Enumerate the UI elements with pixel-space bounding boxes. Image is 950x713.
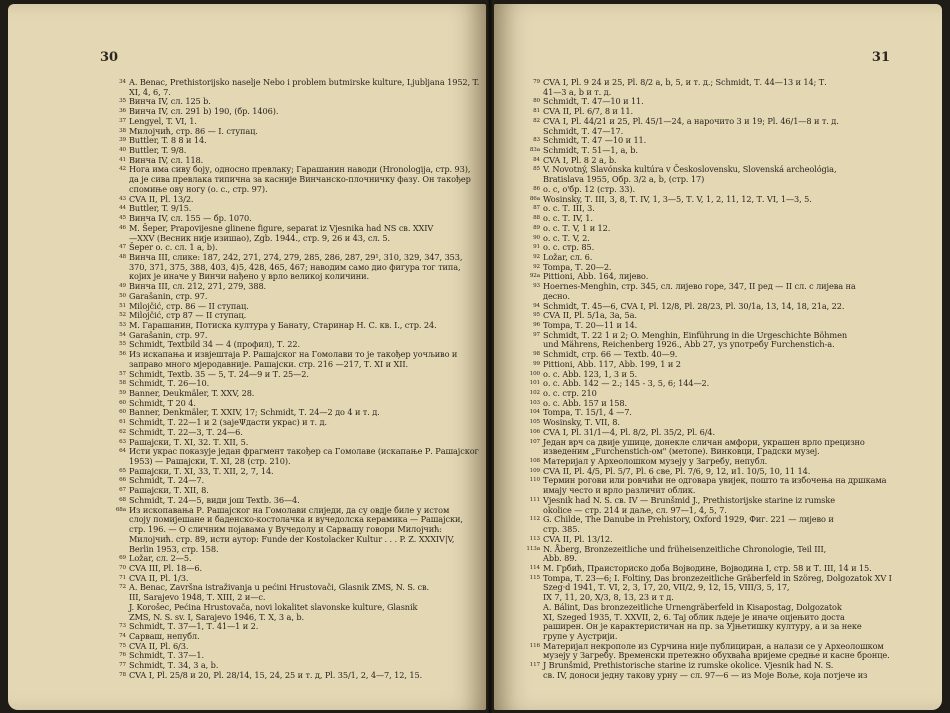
- footnote: [110, 253, 482, 282]
- footnote-number: 35: [119, 98, 126, 105]
- footnote-text: Tompa, Т. 23—6; I. Foltiny, Das bronzezeitliche Gräberfeld in Szöreg, Dolgozatok XV I Szeg·d 1941, Т. VI, 2, 3, 17, 20, VII/2, 9, 12, 15, VIII/3, 5, 17, IX 7, 11, 20, X/3, 8, 13, 23 и т д.: [543, 572, 892, 603]
- footnote-text: A. Benac, Završna istraživanja u pećini Hrustovači, Glasnik ZMS, N. S. св. III, Sarajevo 1948, Т. XIII, 2 и—с.: [129, 582, 430, 603]
- footnote-number: 95: [533, 312, 540, 319]
- footnote-number: 80: [533, 98, 540, 105]
- footnote-text: Винча III, слике: 187, 242, 271, 274, 279, 285, 286, 287, 29¹, 310, 329, 347, 353, 370, 371, 375, 388, 403, 4)5, 428, 465, 467; наводим само дио фигура тог типа, којих је иначе у Винчи нађено у врло великој количини.: [129, 251, 463, 282]
- footnote-text: Tompa, Т. 20—11 и 14.: [543, 319, 638, 330]
- footnote-number: 76: [119, 652, 126, 659]
- footnote-number: 67: [119, 487, 126, 494]
- footnote-number: 108: [529, 458, 540, 465]
- page-number: 31: [871, 50, 890, 65]
- footnote-number: 104: [529, 409, 540, 416]
- footnote-text: A. Benac, Prethistorijsko naselje Nebo i problem butmirske kulture, Ljubljana 1952, T. XI, 4, 6, 7.: [129, 77, 480, 97]
- footnote-number: 50: [119, 292, 126, 299]
- footnote-text: Banner, Denkmäler, T. XXIV, 17; Schmidt, Т. 24—2 до 4 и т. д.: [129, 407, 380, 418]
- footnote-text: М. Гарашанин, Потиска култура у Банату, Старинар Н. С. кв. I., стр. 24.: [129, 319, 437, 330]
- footnote-text: CVA I, Pl. 31/1—4, Pl. 8/2, Pl. 35/2, Pl. 6/4.: [543, 426, 716, 437]
- footnote-text: Један врч са двије ушице, донекле сличан амфори, украшен врло прецизно изведеним „Furchenstich-ом" (метопе). Винковци, Градски музеј.: [543, 436, 865, 457]
- footnote-number: 39: [119, 137, 126, 144]
- footnote-text: Рашајски, Т. XI, 33, Т. XII, 2, 7, 14.: [129, 465, 274, 476]
- footnote-number: 86a: [529, 195, 540, 202]
- footnote-text: Ložar, сл. 2—5.: [129, 553, 192, 564]
- footnote-number: 97: [533, 331, 540, 338]
- footnote-number: 83a: [529, 147, 540, 154]
- left-page: [8, 4, 486, 710]
- footnote-text: Рашајски, Т. XI, 32. Т. XII, 5.: [129, 436, 249, 447]
- footnote-number: 101: [529, 380, 540, 387]
- footnote-number: 92a: [529, 273, 540, 280]
- footnote-text: Garašanin, стр. 97.: [129, 329, 208, 340]
- footnote: [110, 78, 482, 97]
- footnote-text: CVA II, Pl. 5/1a, 3a, 5a.: [543, 310, 637, 321]
- footnote-text: Schmidt, Т. 24—5, види још Textb. 36—4.: [129, 494, 300, 505]
- footnote-number: 66: [119, 477, 126, 484]
- footnote-text: Wosinsky, Т. VII, 8.: [543, 417, 620, 428]
- footnote: [110, 506, 482, 555]
- footnote-number: 113a: [526, 545, 540, 552]
- footnote-text: о. с. Т. III, 3.: [543, 203, 595, 214]
- footnote-number: 81: [533, 108, 540, 115]
- footnote-number: 83: [533, 137, 540, 144]
- footnote-text: о. с. Т. V, 2.: [543, 232, 590, 243]
- footnote: [524, 117, 906, 136]
- footnote: [524, 282, 906, 301]
- footnote-number: 71: [119, 574, 126, 581]
- footnote-number: 36: [119, 108, 126, 115]
- footnote-text: Schmidt, Т. 22—3, Т. 24—6.: [129, 426, 243, 437]
- footnote-number: 106: [529, 428, 540, 435]
- footnote-number: 59: [119, 390, 126, 396]
- footnote-number: 74: [119, 632, 126, 639]
- footnote-number: 78: [119, 671, 126, 678]
- footnote-number: 103: [529, 399, 540, 406]
- footnote-text: Schmidt, Т. 47—10 и 11.: [543, 96, 644, 107]
- footnote-text: CVA II, Pl. 6/7, 8 и 11.: [543, 106, 634, 117]
- footnote-number: 93: [533, 283, 540, 290]
- footnote-text: A. Bálint, Das bronzezeitliche Urnengräberfeld in Kisapostag, Dolgozatok XI, Szeged 1935, Т. XXVII, 2, 6. Тај облик љдеје је иначе оцјењито доста раширен. Он је карактеристичан на пр. за Ујњетишку културу, а и за неке групе у Аустрији.: [543, 601, 862, 641]
- footnote-number: 53: [119, 321, 126, 328]
- footnote-number: 55: [119, 341, 126, 348]
- footnote-number: 73: [119, 623, 126, 630]
- footnote-number: 84: [533, 156, 540, 163]
- footnote-text: Винча IV, сл. 125 b.: [129, 96, 211, 107]
- footnote-text: Винча IV, сл. 291 b) 190, (бр. 1406).: [129, 106, 279, 117]
- page-number: 30: [100, 50, 119, 65]
- footnote-text: Banner, Deukmäler, T. XXV, 28.: [129, 388, 255, 398]
- footnote-text: J. Korošec, Pećina Hrustovača, novi lokalitet slavonske kulture, Glasnik ZMS, N. S. sv. I, Sarajevo 1946, T. X, 3 a, b.: [129, 601, 418, 622]
- footnote-text: о. с. стр. 210: [543, 388, 597, 398]
- book-gutter: [486, 0, 494, 713]
- footnote-number: 60: [119, 399, 126, 406]
- footnote-text: Милојчић, стр. 86 — I. ступац.: [129, 125, 258, 136]
- footnote-text: CVA I, Pl. 8 2 a, b.: [543, 154, 617, 165]
- right-page: [494, 4, 942, 710]
- footnote-number: 86: [533, 185, 540, 192]
- footnote-text: Buttler, T. 9/15.: [129, 203, 192, 214]
- footnote: [110, 671, 482, 681]
- footnote: [524, 78, 906, 97]
- footnote-number: 94: [533, 302, 540, 309]
- footnote-text: Tompa, Т. 20—2.: [543, 261, 612, 272]
- footnote: [524, 642, 906, 661]
- footnote-text: Материјал некрополе из Сурчина није публициран, а налази се у Археолошком музеју у Загребу. Временски претежно обухваћа вријеме средње и касне бронце.: [543, 640, 890, 661]
- footnote-text: CVA II, Pl. 1/3.: [129, 572, 189, 583]
- footnote: [524, 574, 906, 603]
- footnote-number: 46: [119, 224, 126, 231]
- footnote-number: 64: [119, 448, 126, 455]
- footnote-text: Материјал у Археолошком музеју у Загребу, непубл.: [543, 456, 768, 467]
- footnote-text: CVA II, Pl. 6/3.: [129, 640, 189, 651]
- footnote-number: 107: [529, 438, 540, 445]
- footnote-text: Исти украс показује један фрагмент такођер са Гомолаве (искапање Р. Рашајског 1953) — Рашајски, Т. XI, 28 (стр. 210).: [129, 446, 479, 467]
- footnote-text: Винча IV, сл. 118.: [129, 154, 204, 165]
- footnote-text: Schmidt, Т. 22 1 и 2; O. Menghin, Einführung in die Urgeschichte Böhmen und Mährens, Reichenberg 1926., Abb 27, уз употребу Furchenstich-a.: [543, 329, 847, 350]
- footnote-number: 111: [529, 496, 540, 503]
- footnote-number: 92: [533, 263, 540, 270]
- footnote-number: 98: [533, 351, 540, 358]
- footnote-number: 89: [533, 224, 540, 231]
- footnote-number: 34: [119, 79, 126, 85]
- footnote-number: 62: [119, 428, 126, 435]
- footnote-number: 61: [119, 419, 126, 426]
- footnote-text: Из ископавања Р. Рашајског на Гомолави слиједи, да су овдје биле у истом слоју помијешане и баденско-костолачка и вучедолска керамика — Рашајски, стр. 196. — О сличним појавама у Вучедолу и Сарвашу говори Милојчић: Милојчић. стр. 89, исти аутор: Funde der Kostolacker Kultur . . . P. Z. XXXIV|V, Berlin 1953, стр. 158.: [129, 504, 463, 554]
- footnote-text: о. с. Abb. 157 и 158.: [543, 397, 627, 408]
- footnote-number: 57: [119, 370, 126, 377]
- footnote-number: 88: [533, 215, 540, 222]
- footnote-number: 65: [119, 467, 126, 474]
- footnote-text: Термин рогови или ровчићи не одговара увијек, пошто та избочења на дршкама имају често и врло различит облик.: [543, 475, 887, 496]
- footnote-text: Šeper о. с. сл. 1 а, b).: [129, 242, 218, 253]
- footnote-number: 96: [533, 321, 540, 328]
- footnote: [110, 447, 482, 466]
- footnote-text: N. Åberg, Bronzezeitliche und früheisenzeitliche Chronologie, Teil III, Abb. 89.: [543, 543, 827, 564]
- footnote-text: о. с. Т. V, 1 и 12.: [543, 222, 611, 233]
- footnote-number: 110: [529, 477, 540, 484]
- footnote: [110, 583, 482, 602]
- footnote-text: CVA I, Pl. 25/8 и 20, Pl. 28/14, 15, 24, 25 и т. д, Pl. 35/1, 2, 4—7, 12, 15.: [129, 669, 423, 680]
- footnote-text: Schmidt, Textbild 34 — 4 (профил), Т. 22.: [129, 339, 300, 350]
- footnote-text: Lengyel, T. VI, 1.: [129, 115, 197, 126]
- footnote-number: 99: [533, 360, 540, 367]
- footnote-text: Schmidt, Т. 37—1.: [129, 650, 204, 661]
- footnote-text: Pittioni, Abb. 164, лијево.: [543, 271, 649, 282]
- footnote-text: Schmidt, Т. 24—7.: [129, 475, 204, 486]
- footnote-text: Schmidt, Т. 22—1 и 2 (зајеΨдасти украс) и т. д.: [129, 417, 327, 428]
- footnote-number: 45: [119, 215, 126, 222]
- footnote-list: [110, 78, 482, 681]
- footnote-number: 102: [529, 390, 540, 396]
- footnote: [524, 661, 906, 680]
- footnote-number: [110, 603, 129, 622]
- footnote-text: CVA II, Pl. 13/12.: [543, 533, 613, 544]
- footnote-text: CVA I, Pl. 9 24 и 25, Pl. 8/2 a, b, 5, и т. д.; Schmidt, Т. 44—13 и 14; Т. 41—3 а, b и т. д.: [543, 77, 827, 97]
- footnote-text: J Brunšmid, Prethistorische starine iz rumske okolice. Vjesnik had N. S. св. IV, доноси једну такову урну — сл. 97—6 — из Моје Воље, која потјече из: [543, 660, 868, 680]
- footnote-number: 85: [533, 166, 540, 173]
- footnote-number: 112: [529, 516, 540, 523]
- footnote-number: 117: [529, 662, 540, 669]
- footnote-number: 87: [533, 205, 540, 212]
- footnote-text: CVA III, Pl. 18—6.: [129, 562, 202, 573]
- footnote-text: Schmidt, Т. 45—6, CVA I, Pl. 12/8, Pl. 28/23, Pl. 30/1a, 13, 14, 18, 21a, 22.: [543, 300, 845, 311]
- footnote-number: 56: [119, 351, 126, 358]
- footnote-text: CVA II, Pl. 13/2.: [129, 193, 194, 204]
- footnote-number: 90: [533, 234, 540, 241]
- footnote-number: 43: [119, 195, 126, 202]
- footnote-text: Milojčić, стр 87 — II ступац.: [129, 310, 247, 321]
- footnote-number: 115: [529, 574, 540, 581]
- footnote: [110, 603, 482, 622]
- footnote: [110, 224, 482, 243]
- footnote-text: Schmidt, Т. 37—1, Т. 41—1 и 2.: [129, 621, 259, 632]
- footnote-number: 48: [119, 253, 126, 260]
- footnote-number: 79: [533, 79, 540, 85]
- footnote-text: V. Novotný, Slavónska kultúra v Československu, Slovenská archeológia, Bratislava 1955, Обр. 3/2 a, b, (стр. 17): [543, 164, 837, 185]
- footnote-text: Tompa, Т. 15/1, 4 —7.: [543, 407, 632, 418]
- footnote-number: 49: [119, 283, 126, 290]
- footnote-text: Ložar, сл. 6.: [543, 251, 593, 262]
- footnote-text: G. Childe, The Danube in Prehistory, Oxford 1929, Фиг. 221 — лијево и стр. 385.: [543, 514, 834, 535]
- footnote-text: о. с. Abb. 142 — 2.; 145 - 3, 5, 6; 144—2.: [543, 378, 710, 389]
- footnote-text: Рашајски, Т. XII, 8.: [129, 485, 209, 496]
- footnote-text: Buttler, T. 8 8 и 14.: [129, 135, 207, 146]
- footnote: [524, 476, 906, 495]
- footnote-text: Нога има сиву боју, односно превлаку; Гарашанин наводи (Hronologija, стр. 93), да је сива превлака типична за касније Винчанско-плочничку фазу. Он такођер спомиње ову ногу (о. с., стр. 97).: [129, 164, 471, 194]
- footnote-text: Schmidt, Т 20 4.: [129, 397, 196, 408]
- footnote: [524, 496, 906, 515]
- footnote-number: 68a: [115, 506, 126, 513]
- footnote-text: о. с. Т. IV, 1.: [543, 213, 593, 224]
- footnote-number: 75: [119, 642, 126, 649]
- footnote-number: 51: [119, 302, 126, 309]
- footnote-number: 82: [533, 117, 540, 124]
- footnote: [110, 350, 482, 369]
- footnote-text: Винча IV, сл. 155 — бр. 1070.: [129, 213, 252, 224]
- footnote-text: Schmidt, Т. 51—1, a, b.: [543, 145, 638, 156]
- footnote-text: Milojčić, стр. 86 — II ступац.: [129, 300, 249, 311]
- footnote-number: 92: [533, 253, 540, 260]
- footnote-number: 70: [119, 564, 126, 571]
- footnote-number: 100: [529, 370, 540, 377]
- footnote-text: Schmidt, Т. 26—10.: [129, 378, 210, 389]
- footnote-number: 40: [119, 147, 126, 154]
- footnote-text: о. с, о'бр. 12 (стр. 33).: [543, 183, 635, 194]
- footnote-number: [524, 603, 543, 642]
- footnote-number: 58: [119, 380, 126, 387]
- footnote-number: 91: [533, 244, 540, 251]
- footnote: [524, 603, 906, 642]
- footnote-number: 44: [119, 205, 126, 212]
- footnote-number: 109: [529, 467, 540, 474]
- footnote-number: 42: [119, 166, 126, 173]
- footnote: [110, 165, 482, 194]
- footnote-text: Schmidt, Textb. 35 — 5, Т. 24—9 и Т. 25—2.: [129, 368, 309, 379]
- footnote-text: CVA I, Pl. 44/21 и 25, Pl. 45/1—24, а нарочито 3 и 19; Pl. 46/1—8 и т. д. Schmidt, Т. 47—17.: [543, 115, 839, 136]
- footnote-number: 37: [119, 117, 126, 124]
- footnote-text: Винча III, сл. 212, 271, 279, 388.: [129, 281, 267, 292]
- footnote-number: 114: [529, 564, 540, 571]
- footnote-text: Hoernes-Menghin, стр. 345, сл. лијево горе, 347, II ред — II сл. с лијева на десно.: [543, 281, 856, 301]
- footnote-number: 47: [119, 244, 126, 251]
- footnote-text: М. Грбић, Праисториско доба Војводине, Војводина I, стр. 58 и Т. III, 14 и 15.: [543, 562, 872, 573]
- footnote: [524, 515, 906, 534]
- footnote: [524, 165, 906, 184]
- footnote: [524, 331, 906, 350]
- footnote-number: 72: [119, 584, 126, 591]
- footnote-text: о. с. стр. 85.: [543, 242, 595, 253]
- footnote-list: [524, 78, 906, 681]
- footnote-text: Из искапања и извјештаја Р. Рашајског на Гомолави то је такођер уочљиво и заправо много мјеродавније. Рашајски. стр. 216 —217, Т. XI и XII.: [129, 349, 458, 369]
- footnote-number: 60: [119, 409, 126, 416]
- footnote: [524, 438, 906, 457]
- footnote-number: 52: [119, 312, 126, 319]
- footnote-text: M. Šeper, Prapovijesne glinene figure, separat iz Vjesnika had NS св. XXIV —XXV (Весник није изишао), Zgb. 1944., стр. 9, 26 и 43, сл. 5.: [129, 222, 434, 243]
- footnote-number: 113: [529, 535, 540, 542]
- footnote-text: Wosinsky, Т. III, 3, 8, Т. IV, 1, 3—5, Т. V, 1, 2, 11, 12, Т. VI, 1—3, 5.: [543, 193, 812, 204]
- footnote-number: 54: [119, 331, 126, 338]
- footnote-number: 38: [119, 127, 126, 134]
- footnote-text: Vjesnik had N. S. св. IV — Brunšmid J., Prethistorijske starine iz rumske okolice — стр. 214 и даље, сл. 97—1, 4, 5, 7.: [543, 494, 835, 515]
- footnote-number: 116: [529, 642, 540, 649]
- footnote-text: Сарваш, непубл.: [129, 630, 200, 641]
- footnote-number: 63: [119, 438, 126, 445]
- footnote-number: 41: [119, 156, 126, 163]
- footnote-number: 69: [119, 555, 126, 562]
- footnote: [524, 545, 906, 564]
- footnote-text: Schmidt, Т. 47 —10 и 11.: [543, 135, 647, 146]
- footnote-text: Schmidt, стр. 66 — Textb. 40—9.: [543, 349, 678, 360]
- footnote-number: 77: [119, 662, 126, 669]
- footnote-number: 105: [529, 419, 540, 426]
- footnote-text: CVA II, Pl. 4/5, Pl. 5/7, Pl. 6 све, Pl. 7/6, 9, 12, и1. 10/5, 10, 11 14.: [543, 465, 811, 476]
- footnote-text: о. с. Abb. 123, 1, 3 и 5.: [543, 368, 637, 379]
- footnote-text: Schmidt, Т. 34, 3 а, b.: [129, 660, 219, 671]
- footnote-text: Buttler, T. 9/8.: [129, 145, 187, 156]
- footnote-text: Pittioni, Abb. 117, Abb. 199, 1 и 2: [543, 358, 681, 369]
- footnote-text: Garašanin, стр. 97.: [129, 290, 208, 301]
- footnote-number: 68: [119, 496, 126, 503]
